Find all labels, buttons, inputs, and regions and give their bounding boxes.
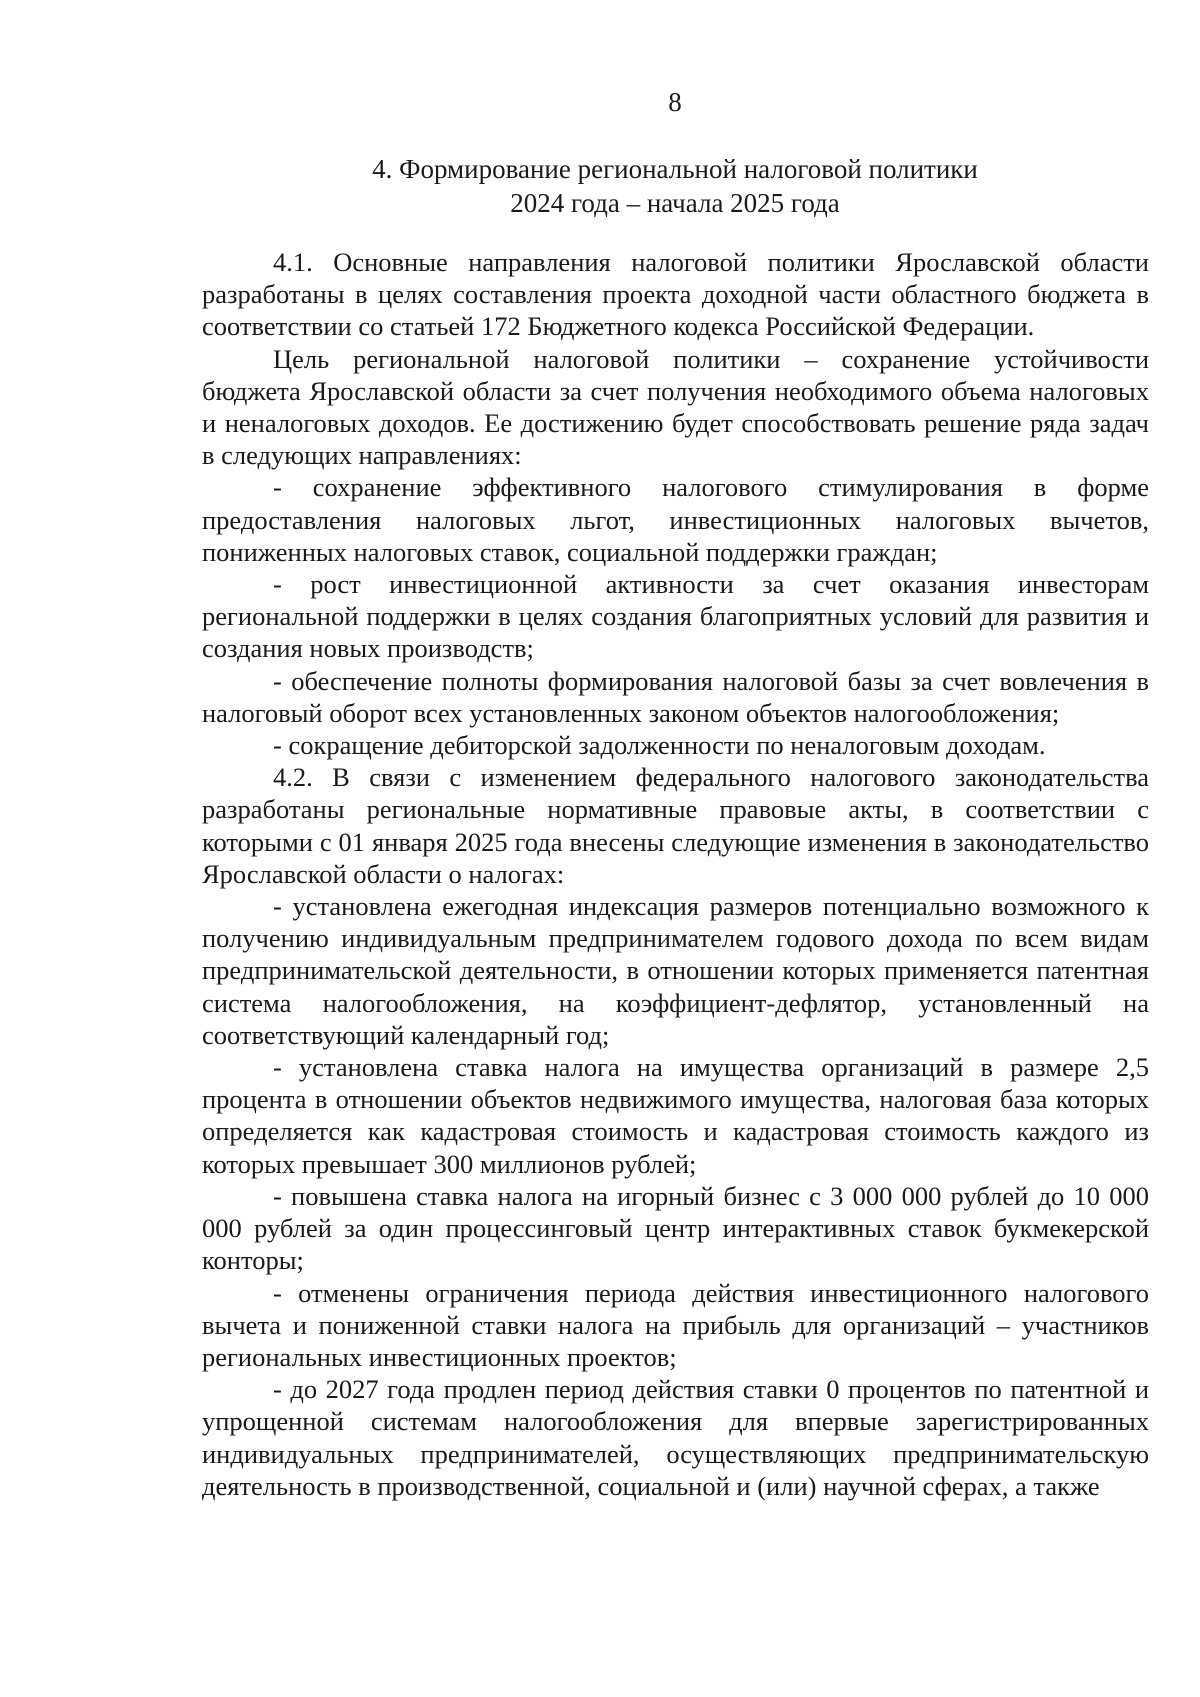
list-item: - сокращение дебиторской задолженности по неналоговым доходам. [273,730,1046,761]
list-item: - отменены ограничения периода действия инвестиционного налогового вычета и пониженной ставки налога на прибыль для организаций – участников региональных инвестиционных проектов; [202,1277,1149,1372]
section-heading-line-1: 4. Формирование региональной налоговой политики [372,154,978,184]
list-item: - до 2027 года продлен период действия ставки 0 процентов по патентной и упрощенной системам налогообложения для впервые зарегистрированных индивидуальных предпринимателей, осуществляющих предпринимательскую деятельность в производственной, социальной и (или) научной сферах, а также [202,1374,1149,1501]
list-item: - обеспечение полноты формирования налоговой базы за счет вовлечения в налоговый оборот всех установленных законом объектов налогообложения; [202,665,1149,728]
list-item: - сохранение эффективного налогового стимулирования в форме предоставления налоговых льгот, инвестиционных налоговых вычетов, пониженных налоговых ставок, социальной поддержки граждан; [202,472,1149,567]
body-text [202,246,1149,1502]
list-item: - рост инвестиционной активности за счет оказания инвесторам региональной поддержки в целях создания благоприятных условий для развития и создания новых производств; [202,569,1149,664]
paragraph-4-2: 4.2. В связи с изменением федерального налогового законодательства разработаны региональные нормативные правовые акты, в соответствии с которыми с 01 января 2025 года внесены следующие изменения в законодательство Ярославской области о налогах: [202,762,1149,889]
paragraph-goal: Цель региональной налоговой политики – сохранение устойчивости бюджета Ярославской области за счет получения необходимого объема налоговых и неналоговых доходов. Ее достижению будет способствовать решение ряда задач в следующих направлениях: [202,343,1149,471]
section-heading-line-2: 2024 года – начала 2025 года [510,188,840,218]
section-heading [200,152,1150,220]
list-item: - установлена ставка налога на имущества организаций в размере 2,5 процента в отношении объектов недвижимого имущества, налоговая база которых определяется как кадастровая стоимость и кадастровая стоимость каждого из которых превышает 300 миллионов рублей; [202,1052,1149,1179]
list-item: - повышена ставка налога на игорный бизнес с 3 000 000 рублей до 10 000 000 рублей за один процессинговый центр интерактивных ставок букмекерской конторы; [202,1180,1149,1276]
paragraph-4-1: 4.1. Основные направления налоговой политики Ярославской области разработаны в целях составления проекта доходной части областного бюджета в соответствии со статьей 172 Бюджетного кодекса Российской Федерации. [202,247,1149,342]
list-item: - установлена ежегодная индексация размеров потенциально возможного к получению индивидуальным предпринимателем годового дохода по всем видам предпринимательской деятельности, в отношении которых применяется патентная система налогообложения, на коэффициент-дефлятор, установленный на соответствующий календарный год; [202,891,1149,1050]
page-number: 8 [668,87,682,117]
